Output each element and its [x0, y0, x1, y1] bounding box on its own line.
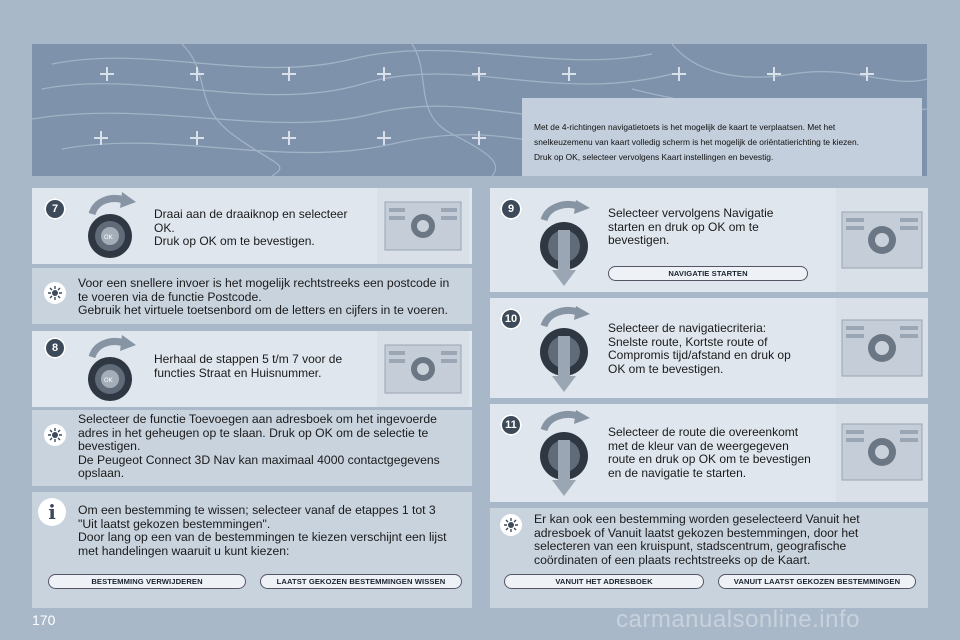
page-number: 170 — [32, 612, 56, 628]
step-9-text: Selecteer vervolgens Navigatie starten en druk op OK om te bevestigen. — [608, 206, 774, 248]
rotary-knob-icon — [82, 335, 142, 403]
step-7-panel — [32, 188, 472, 264]
start-navigation-button[interactable]: NAVIGATIE STARTEN — [608, 266, 808, 281]
step-number-badge: 10 — [500, 308, 522, 330]
rotary-knob-press-icon — [536, 200, 596, 286]
step-10-panel — [490, 298, 928, 398]
radio-unit-image — [836, 188, 928, 292]
remove-destination-button[interactable]: BESTEMMING VERWIJDEREN — [48, 574, 246, 589]
tip-2-panel — [32, 410, 472, 486]
svg-text:OK: OK — [104, 377, 113, 384]
step-11-text: Selecteer de route die overeenkomt met de kleur van de weergegeven route en druk op OK om te bevestigen en de navigatie te starten. — [608, 425, 811, 480]
radio-unit-image — [836, 404, 928, 502]
clear-recent-destinations-button[interactable]: LAATST GEKOZEN BESTEMMINGEN WISSEN — [260, 574, 462, 589]
step-8-panel — [32, 331, 472, 407]
tip-3-text: Er kan ook een bestemming worden geselecteerd Vanuit het adresboek of Vanuit laatst gekozen bestemmingen, door het selecteren van een kruispunt, stadscentrum, geografische coördinaten of een plaats rechtstreeks op de Kaart. — [534, 512, 860, 567]
rotary-knob-press-icon — [536, 410, 596, 496]
radio-unit-image — [377, 331, 469, 407]
info-panel — [32, 492, 472, 608]
lightbulb-icon — [44, 282, 66, 304]
step-11-panel — [490, 404, 928, 502]
lightbulb-icon — [500, 514, 522, 536]
watermark-text: carmanualsonline.info — [616, 606, 860, 633]
lightbulb-icon — [44, 424, 66, 446]
tip-2-text: Selecteer de functie Toevoegen aan adresboek om het ingevoerde adres in het geheugen op te slaan. Druk op OK om de selectie te bevestigen. De Peugeot Connect 3D Nav kan maximaal 4000 contactgegevens opslaan. — [78, 412, 440, 481]
radio-unit-image — [377, 188, 469, 264]
rotary-knob-press-icon — [536, 306, 596, 392]
rotary-knob-icon — [82, 192, 142, 260]
tip-1-panel — [32, 268, 472, 324]
step-number-badge: 8 — [44, 337, 66, 359]
step-7-text: Draai aan de draaiknop en selecteer OK. Druk op OK om te bevestigen. — [154, 207, 348, 249]
header-note-line: Met de 4-richtingen navigatietoets is het mogelijk de kaart te verplaatsen. Met het — [534, 122, 836, 132]
from-address-book-button[interactable]: VANUIT HET ADRESBOEK — [504, 574, 704, 589]
step-9-panel — [490, 188, 928, 292]
tip-1-text: Voor een snellere invoer is het mogelijk rechtstreeks een postcode in te voeren via de functie Postcode. Gebruik het virtuele toetsenbord om de letters en cijfers in te voeren. — [78, 276, 450, 318]
header-note-line: Druk op OK, selecteer vervolgens Kaart instellingen en bevestig. — [534, 152, 774, 162]
info-text: Om een bestemming te wissen; selecteer vanaf de etappes 1 tot 3 "Uit laatst gekozen bestemmingen". Door lang op een van de bestemmingen te kiezen verschijnt een lijst met handelingen waaruit u kunt kiezen: — [78, 503, 447, 558]
step-number-badge: 11 — [500, 414, 522, 436]
from-recent-destinations-button[interactable]: VANUIT LAATST GEKOZEN BESTEMMINGEN — [718, 574, 916, 589]
step-number-badge: 7 — [44, 198, 66, 220]
step-8-text: Herhaal de stappen 5 t/m 7 voor de functies Straat en Huisnummer. — [154, 352, 343, 380]
step-10-text: Selecteer de navigatiecriteria: Snelste route, Kortste route of Compromis tijd/afstand en druk op OK om te bevestigen. — [608, 321, 791, 376]
header-note-line: snelkeuzemenu van kaart volledig scherm is het mogelijk de oriëntatierichting te kiezen. — [534, 137, 859, 147]
step-number-badge: 9 — [500, 198, 522, 220]
tip-3-panel — [490, 508, 928, 608]
header-note — [522, 98, 922, 176]
radio-unit-image — [836, 298, 928, 398]
svg-text:OK: OK — [104, 234, 113, 241]
info-icon: i — [38, 498, 66, 526]
